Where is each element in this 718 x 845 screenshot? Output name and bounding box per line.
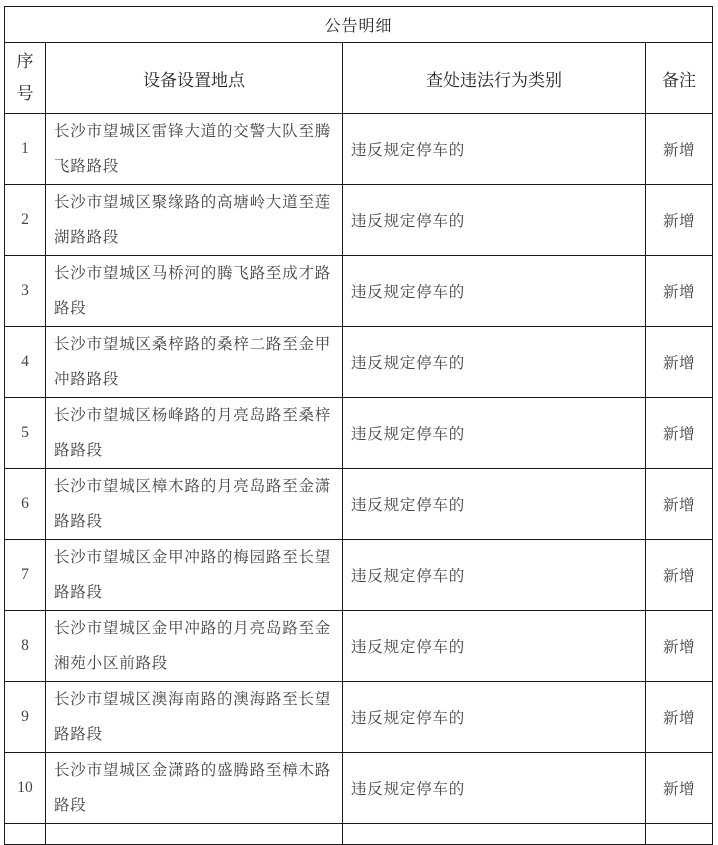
row-violation-type: 违反规定停车的	[343, 114, 646, 185]
row-index: 4	[5, 327, 46, 398]
row-index: 10	[5, 753, 46, 824]
table-header-row	[5, 43, 713, 114]
header-index	[5, 43, 46, 114]
row-remark: 新增	[646, 469, 713, 540]
row-remark: 新增	[646, 611, 713, 682]
cutoff-cell	[343, 824, 646, 845]
table-row	[5, 469, 713, 540]
table-title-row	[5, 7, 713, 43]
row-index: 7	[5, 540, 46, 611]
header-index-line1: 序	[16, 52, 34, 72]
row-remark: 新增	[646, 327, 713, 398]
table-row	[5, 540, 713, 611]
row-remark: 新增	[646, 185, 713, 256]
row-remark: 新增	[646, 540, 713, 611]
row-index: 6	[5, 469, 46, 540]
table-row	[5, 256, 713, 327]
table-row	[5, 398, 713, 469]
row-index: 8	[5, 611, 46, 682]
row-violation-type: 违反规定停车的	[343, 256, 646, 327]
cutoff-cell	[5, 824, 46, 845]
row-violation-type: 违反规定停车的	[343, 682, 646, 753]
cutoff-cell	[646, 824, 713, 845]
notice-document	[4, 6, 712, 845]
header-location: 设备设置地点	[46, 43, 343, 114]
row-index: 5	[5, 398, 46, 469]
row-remark: 新增	[646, 753, 713, 824]
row-location: 长沙市望城区金甲冲路的梅园路至长望路路段	[46, 540, 343, 611]
row-index: 9	[5, 682, 46, 753]
row-location: 长沙市望城区樟木路的月亮岛路至金潇路路段	[46, 469, 343, 540]
row-location: 长沙市望城区聚缘路的高塘岭大道至莲湖路路段	[46, 185, 343, 256]
table-row	[5, 114, 713, 185]
row-location: 长沙市望城区澳海南路的澳海路至长望路路段	[46, 682, 343, 753]
table-row	[5, 753, 713, 824]
table-row	[5, 682, 713, 753]
table-row	[5, 611, 713, 682]
row-index: 2	[5, 185, 46, 256]
table-row	[5, 327, 713, 398]
row-remark: 新增	[646, 682, 713, 753]
notice-details-table	[4, 6, 713, 845]
row-violation-type: 违反规定停车的	[343, 185, 646, 256]
header-index-line2: 号	[16, 84, 34, 104]
table-row	[5, 185, 713, 256]
row-location: 长沙市望城区金甲冲路的月亮岛路至金湘苑小区前路段	[46, 611, 343, 682]
row-violation-type: 违反规定停车的	[343, 469, 646, 540]
row-location: 长沙市望城区金潇路的盛腾路至樟木路路段	[46, 753, 343, 824]
row-index: 1	[5, 114, 46, 185]
row-remark: 新增	[646, 114, 713, 185]
header-remark: 备注	[646, 43, 713, 114]
row-location: 长沙市望城区雷锋大道的交警大队至腾飞路路段	[46, 114, 343, 185]
row-location: 长沙市望城区杨峰路的月亮岛路至桑梓路路段	[46, 398, 343, 469]
table-row-cutoff	[5, 824, 713, 845]
row-violation-type: 违反规定停车的	[343, 611, 646, 682]
header-violation-type: 查处违法行为类别	[343, 43, 646, 114]
cutoff-cell	[46, 824, 343, 845]
row-location: 长沙市望城区桑梓路的桑梓二路至金甲冲路路段	[46, 327, 343, 398]
row-violation-type: 违反规定停车的	[343, 327, 646, 398]
row-violation-type: 违反规定停车的	[343, 753, 646, 824]
row-remark: 新增	[646, 398, 713, 469]
table-title: 公告明细	[5, 7, 713, 43]
row-location: 长沙市望城区马桥河的腾飞路至成才路路段	[46, 256, 343, 327]
row-index: 3	[5, 256, 46, 327]
row-violation-type: 违反规定停车的	[343, 398, 646, 469]
row-remark: 新增	[646, 256, 713, 327]
row-violation-type: 违反规定停车的	[343, 540, 646, 611]
